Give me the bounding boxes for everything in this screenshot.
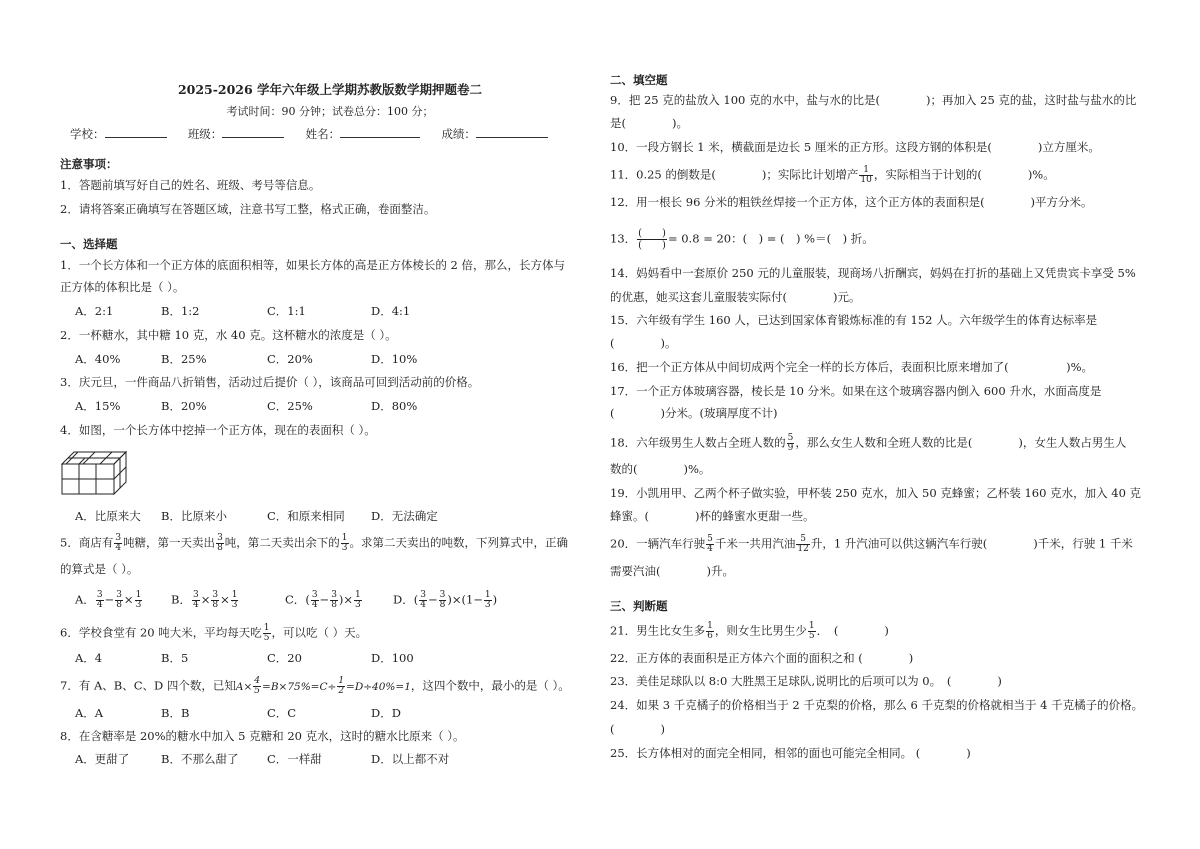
question-5-text: 5．商店有	[60, 535, 114, 550]
question-19-cont: 蜂蜜。( )杯的蜂蜜水更甜一些。	[610, 509, 815, 523]
question-5-text: 吨，第二天卖出余下的	[224, 535, 340, 550]
fraction-1-3: $\frac{1}{3}$	[341, 533, 348, 553]
question-18: 18．六年级男生人数占全班人数的 $\frac{5}{9}$ ，那么女生人数和全班人数的比是( )，女生人数占男生人	[610, 433, 1127, 453]
question-6: 6．学校食堂有 20 吨大米，平均每天吃 $\frac{1}{5}$ ，可以吃（ ）天。	[60, 623, 368, 643]
question-19: 19．小凯用甲、乙两个杯子做实验，甲杯装 250 克水，加入 50 克蜂蜜；乙杯装 160 克水，加入 40 克	[610, 486, 1142, 500]
option-a[interactable]: A．40%	[75, 352, 121, 366]
question-5-text: 。求第二天卖出的吨数，下列算式中，正确	[349, 535, 569, 550]
fraction-3-4: $\frac{3}{4}$	[115, 533, 122, 553]
question-17: 17．一个正方体玻璃容器，棱长是 10 分米。如果在这个玻璃容器内倒入 600 升水，水面高度是	[610, 384, 1102, 398]
question-10: 10．一段方钢长 1 米，横截面是边长 5 厘米的正方形。这段方钢的体积是( )立方厘米。	[610, 140, 1100, 154]
option-c[interactable]: C．1:1	[267, 304, 306, 318]
question-25: 25．长方体相对的面完全相同，相邻的面也可能完全相同。 ( )	[610, 746, 971, 760]
option-c[interactable]: C．25%	[267, 399, 313, 413]
section-heading-fill: 二、填空题	[610, 73, 668, 87]
option-b[interactable]: B． $\frac{3}{4}$ × $\frac{3}{8}$ × $\frac{1}{3}$	[171, 590, 238, 610]
info-fields	[70, 126, 590, 142]
notes-heading: 注意事项：	[60, 157, 118, 171]
option-b[interactable]: B．25%	[161, 352, 207, 366]
question-4: 4．如图，一个长方体中挖掉一个正方体，现在的表面积（ ）。	[60, 423, 376, 437]
question-20-cont: 需要汽油( )升。	[610, 564, 734, 578]
option-c[interactable]: C．20	[267, 651, 302, 665]
option-a[interactable]: A．4	[75, 651, 103, 665]
question-24-cont: ( )	[610, 722, 665, 736]
option-a[interactable]: A．15%	[75, 399, 121, 413]
question-5	[60, 534, 568, 553]
option-c[interactable]: C．( $\frac{3}{4}$ − $\frac{3}{8}$ )× $\frac{1}{3}$	[285, 590, 361, 610]
field-name-blank[interactable]	[340, 127, 420, 138]
option-b[interactable]: B．比原来小	[161, 509, 227, 523]
question-5-text: 吨糖，第一天卖出	[123, 535, 216, 550]
question-23: 23．美佳足球队以 8:0 大胜黑王足球队,说明比的后项可以为 0。 ( )	[610, 674, 1002, 688]
option-d[interactable]: D．4:1	[371, 304, 411, 318]
question-24: 24．如果 3 千克橘子的价格相当于 2 千克梨的价格，那么 6 千克梨的价格就相当于 4 千克橘子的价格。	[610, 698, 1144, 712]
option-c[interactable]: C．一样甜	[267, 752, 322, 766]
option-d[interactable]: D．( $\frac{3}{4}$ − $\frac{3}{8}$ )×(1− $\frac{1}{3}$ )	[393, 590, 498, 610]
option-b[interactable]: B．B	[161, 706, 190, 720]
question-5-cont: 的算式是（ ）。	[60, 562, 139, 576]
option-b[interactable]: B．1:2	[161, 304, 200, 318]
option-d[interactable]: D．80%	[371, 399, 418, 413]
section-heading-choice: 一、选择题	[60, 237, 118, 251]
option-a[interactable]: A．比原来大	[75, 509, 141, 523]
option-d[interactable]: D．以上都不对	[371, 752, 450, 766]
option-a[interactable]: A． $\frac{3}{4}$ − $\frac{3}{8}$ × $\frac{1}{3}$	[75, 590, 142, 610]
option-d[interactable]: D．无法确定	[371, 509, 438, 523]
fraction-5-12: $\frac{5}{12}$	[797, 534, 809, 554]
question-20: 20．一辆汽车行驶 $\frac{5}{4}$ 千米一共用汽油 $\frac{5}{12}$ 升，1 升汽油可以供这辆汽车行驶( )千米，行驶 1 千米	[610, 534, 1133, 554]
question-7: 7．有 A、B、C、D 四个数，已知A× $\frac{4}{5}$ =B×75%=C÷ $\frac{1}{2}$ =D÷40%=1，这四个数中，最小的是（ ）。	[60, 676, 570, 696]
cuboid-figure-icon	[60, 448, 128, 496]
question-16: 16．把一个正方体从中间切成两个完全一样的长方体后，表面积比原来增加了( )%。	[610, 360, 1094, 374]
option-c[interactable]: C．20%	[267, 352, 313, 366]
field-school-label: 学校：	[70, 127, 105, 141]
option-d[interactable]: D．D	[371, 706, 401, 720]
option-d[interactable]: D．10%	[371, 352, 418, 366]
question-9-cont: 是( )。	[610, 116, 688, 130]
question-13: 13． $\frac{( )}{( )}$ = 0.8 = 20：( ) = ( ) %＝( ) 折。	[610, 228, 874, 251]
option-b[interactable]: B．不那么甜了	[161, 752, 239, 766]
field-class-label: 班级：	[187, 127, 223, 141]
question-3: 3．庆元旦，一件商品八折销售，活动过后提价（ ），该商品可回到活动前的价格。	[60, 375, 480, 389]
field-class-blank[interactable]	[222, 127, 284, 138]
field-score-blank[interactable]	[476, 127, 548, 138]
fraction-blank[interactable]: $\frac{( )}{( )}$	[638, 228, 666, 251]
option-a[interactable]: A．更甜了	[75, 752, 130, 766]
question-1: 1．一个长方体和一个正方体的底面积相等，如果长方体的高是正方体棱长的 2 倍，那么，长方体与	[60, 258, 565, 272]
fraction-5-9: $\frac{5}{9}$	[787, 433, 794, 453]
question-22: 22．正方体的表面积是正方体六个面的面积之和 ( )	[610, 651, 914, 665]
question-21: 21．男生比女生多 $\frac{1}{6}$ ，则女生比男生少 $\frac{1}{5}$ ． ( )	[610, 621, 889, 641]
exam-title: 2025-2026 学年六年级上学期苏教版数学期押题卷二	[177, 82, 483, 97]
question-1-cont: 正方体的体积比是（ ）。	[60, 280, 185, 294]
question-17-cont: ( )分米。(玻璃厚度不计)	[610, 406, 778, 420]
fraction-5-4: $\frac{5}{4}$	[707, 534, 713, 554]
section-heading-judge: 三、判断题	[610, 599, 668, 613]
fraction-1-6: $\frac{1}{6}$	[707, 621, 713, 641]
field-score-label: 成绩：	[441, 127, 476, 141]
question-8: 8．在含糖率是 20%的糖水中加入 5 克糖和 20 克水，这时的糖水比原来（ ）。	[60, 729, 465, 743]
option-c[interactable]: C．和原来相同	[267, 509, 345, 523]
question-14-cont: 的优惠，她买这套儿童服装实际付( )元。	[610, 290, 861, 304]
fraction-3-8: $\frac{3}{8}$	[217, 533, 223, 553]
option-d[interactable]: D．100	[371, 651, 414, 665]
option-c[interactable]: C．C	[267, 706, 297, 720]
option-b[interactable]: B．20%	[161, 399, 207, 413]
question-9: 9．把 25 克的盐放入 100 克的水中，盐与水的比是( )；再加入 25 克的盐，这时盐与盐水的比	[610, 93, 1137, 107]
question-14: 14．妈妈看中一套原价 250 元的儿童服装，现商场八折酬宾，妈妈在打折的基础上又凭贵宾卡享受 5%	[610, 266, 1136, 280]
question-12: 12．用一根长 96 分米的粗铁丝焊接一个正方体，这个正方体的表面积是( )平方分米。	[610, 195, 1093, 209]
exam-subtitle: 考试时间：90 分钟；试卷总分：100 分；	[226, 105, 434, 118]
field-school-blank[interactable]	[105, 127, 167, 138]
field-name-label: 姓名：	[305, 127, 341, 141]
fraction-1-5: $\frac{1}{5}$	[263, 623, 270, 643]
question-15-cont: ( )。	[610, 336, 677, 350]
option-a[interactable]: A．A	[75, 706, 104, 720]
option-b[interactable]: B．5	[161, 651, 189, 665]
question-18-cont: 数的( )%。	[610, 462, 711, 476]
question-2: 2．一杯糖水，其中糖 10 克，水 40 克。这杯糖水的浓度是（ ）。	[60, 328, 397, 342]
fraction-1-5: $\frac{1}{5}$	[808, 621, 815, 641]
question-11: 11．0.25 的倒数是( )；实际比计划增产 $\frac{1}{10}$ ，实际相当于计划的( )%。	[610, 165, 1055, 185]
note-item: 1．答题前填写好自己的姓名、班级、考号等信息。	[60, 178, 321, 192]
question-15: 15．六年级有学生 160 人，已达到国家体育锻炼标准的有 152 人。六年级学生的体育达标率是	[610, 313, 1098, 327]
question-7-expression: A× $\frac{4}{5}$ =B×75%=C÷ $\frac{1}{2}$ =D÷40%=1	[235, 676, 411, 696]
option-a[interactable]: A．2:1	[75, 304, 114, 318]
note-item: 2．请将答案正确填写在答题区域，注意书写工整，格式正确，卷面整洁。	[60, 202, 436, 216]
fraction-1-10: $\frac{1}{10}$	[860, 165, 872, 185]
